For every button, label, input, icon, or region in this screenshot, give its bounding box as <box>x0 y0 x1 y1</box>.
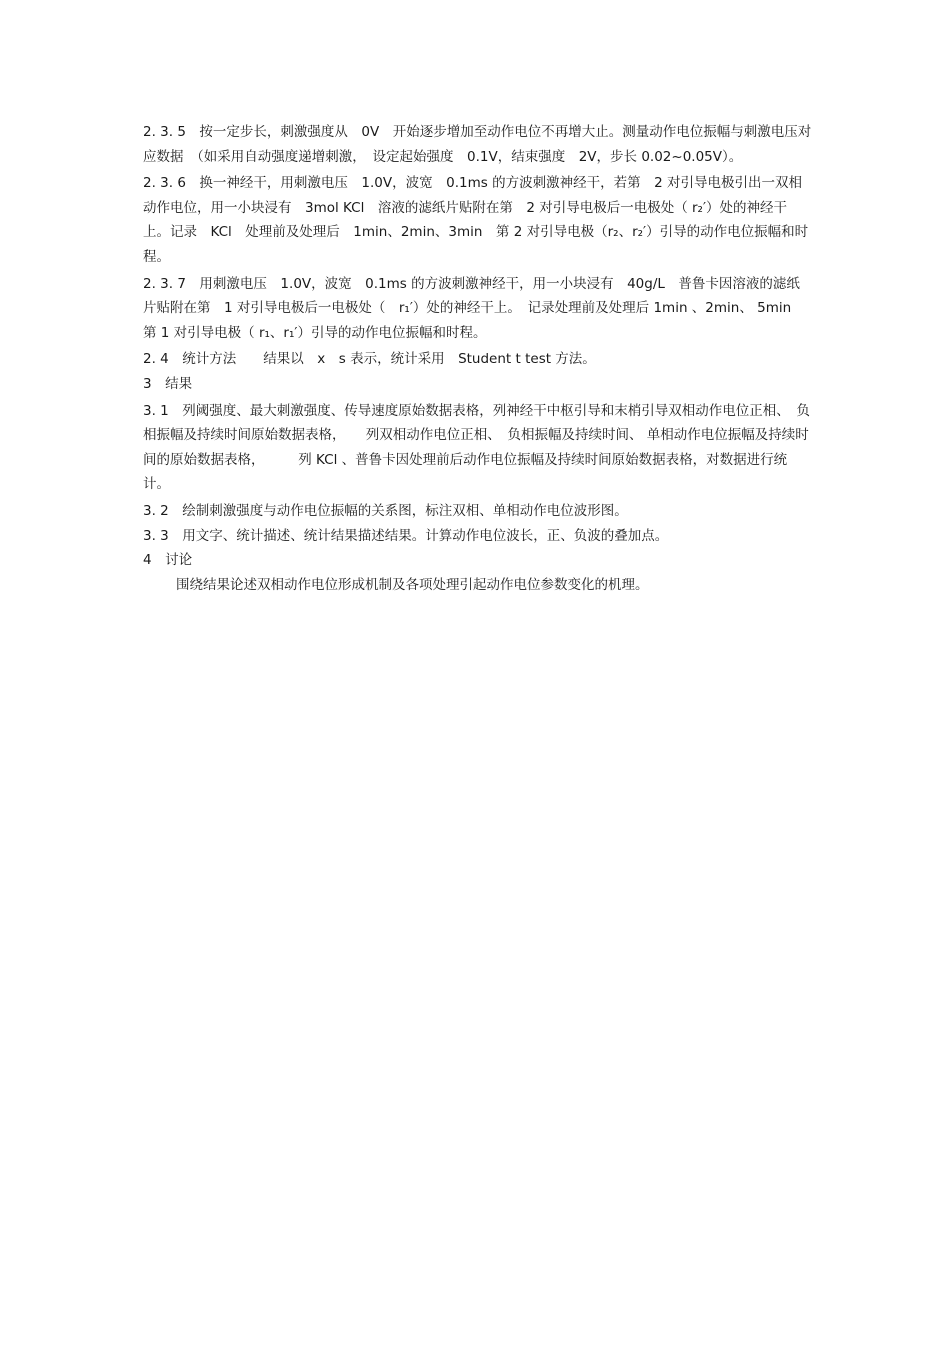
paragraph-2-4: 2. 4 统计方法 结果以 x s 表示，统计采用 Student t test 方法。 <box>143 351 596 368</box>
document-page <box>143 120 813 597</box>
paragraph-2-3-6: 2. 3. 6 换一神经干，用刺激电压 1.0V，波宽 0.1ms 的方波刺激神经干，若第 2 对引导电极引出一双相动作电位，用一小块浸有 3mol KCl 溶液的滤纸片贴附在第 2 对引导电极后一电极处（ r₂′）处的神经干上。记录 KCl 处理前及处理后 1min、2min、3min 第 2 对引导电极（r₂、r₂′）引导的动作电位振幅和时程。 <box>143 175 809 265</box>
paragraph-2-3-7: 2. 3. 7 用刺激电压 1.0V，波宽 0.1ms 的方波刺激神经干，用一小块浸有 40g/L 普鲁卡因溶液的滤纸片贴附在第 1 对引导电极后一电极处（ r₁′）处的神经干上。 记录处理前及处理后 1min 、2min、 5min 第 1 对引导电极（ r₁、r₁′）引导的动作电位振幅和时程。 <box>143 275 805 341</box>
paragraph-3-2: 3. 2 绘制刺激强度与动作电位振幅的关系图，标注双相、单相动作电位波形图。 <box>143 502 628 519</box>
section-heading-discussion: 4 讨论 <box>143 552 193 569</box>
paragraph-3-1: 3. 1 列阈强度、最大刺激强度、传导速度原始数据表格，列神经干中枢引导和末梢引导双相动作电位正相、 负相振幅及持续时间原始数据表格， 列双相动作电位正相、 负相振幅及持续时间、 单相动作电位振幅及持续时间的原始数据表格， 列 KCl 、普鲁卡因处理前后动作电位振幅及持续时间原始数据表格，对数据进行统计。 <box>143 402 811 493</box>
section-heading-results: 3 结果 <box>143 375 193 392</box>
paragraph-discussion: 围绕结果论述双相动作电位形成机制及各项处理引起动作电位参数变化的机理。 <box>176 576 649 593</box>
paragraph-3-3: 3. 3 用文字、统计描述、统计结果描述结果。计算动作电位波长，正、负波的叠加点。 <box>143 527 669 544</box>
paragraph-2-3-5: 2. 3. 5 按一定步长，刺激强度从 0V 开始逐步增加至动作电位不再增大止。测量动作电位振幅与刺激电压对应数据 （如采用自动强度递增刺激， 设定起始强度 0.1V，结束强度 2V，步长 0.02~0.05V）。 <box>143 124 812 165</box>
